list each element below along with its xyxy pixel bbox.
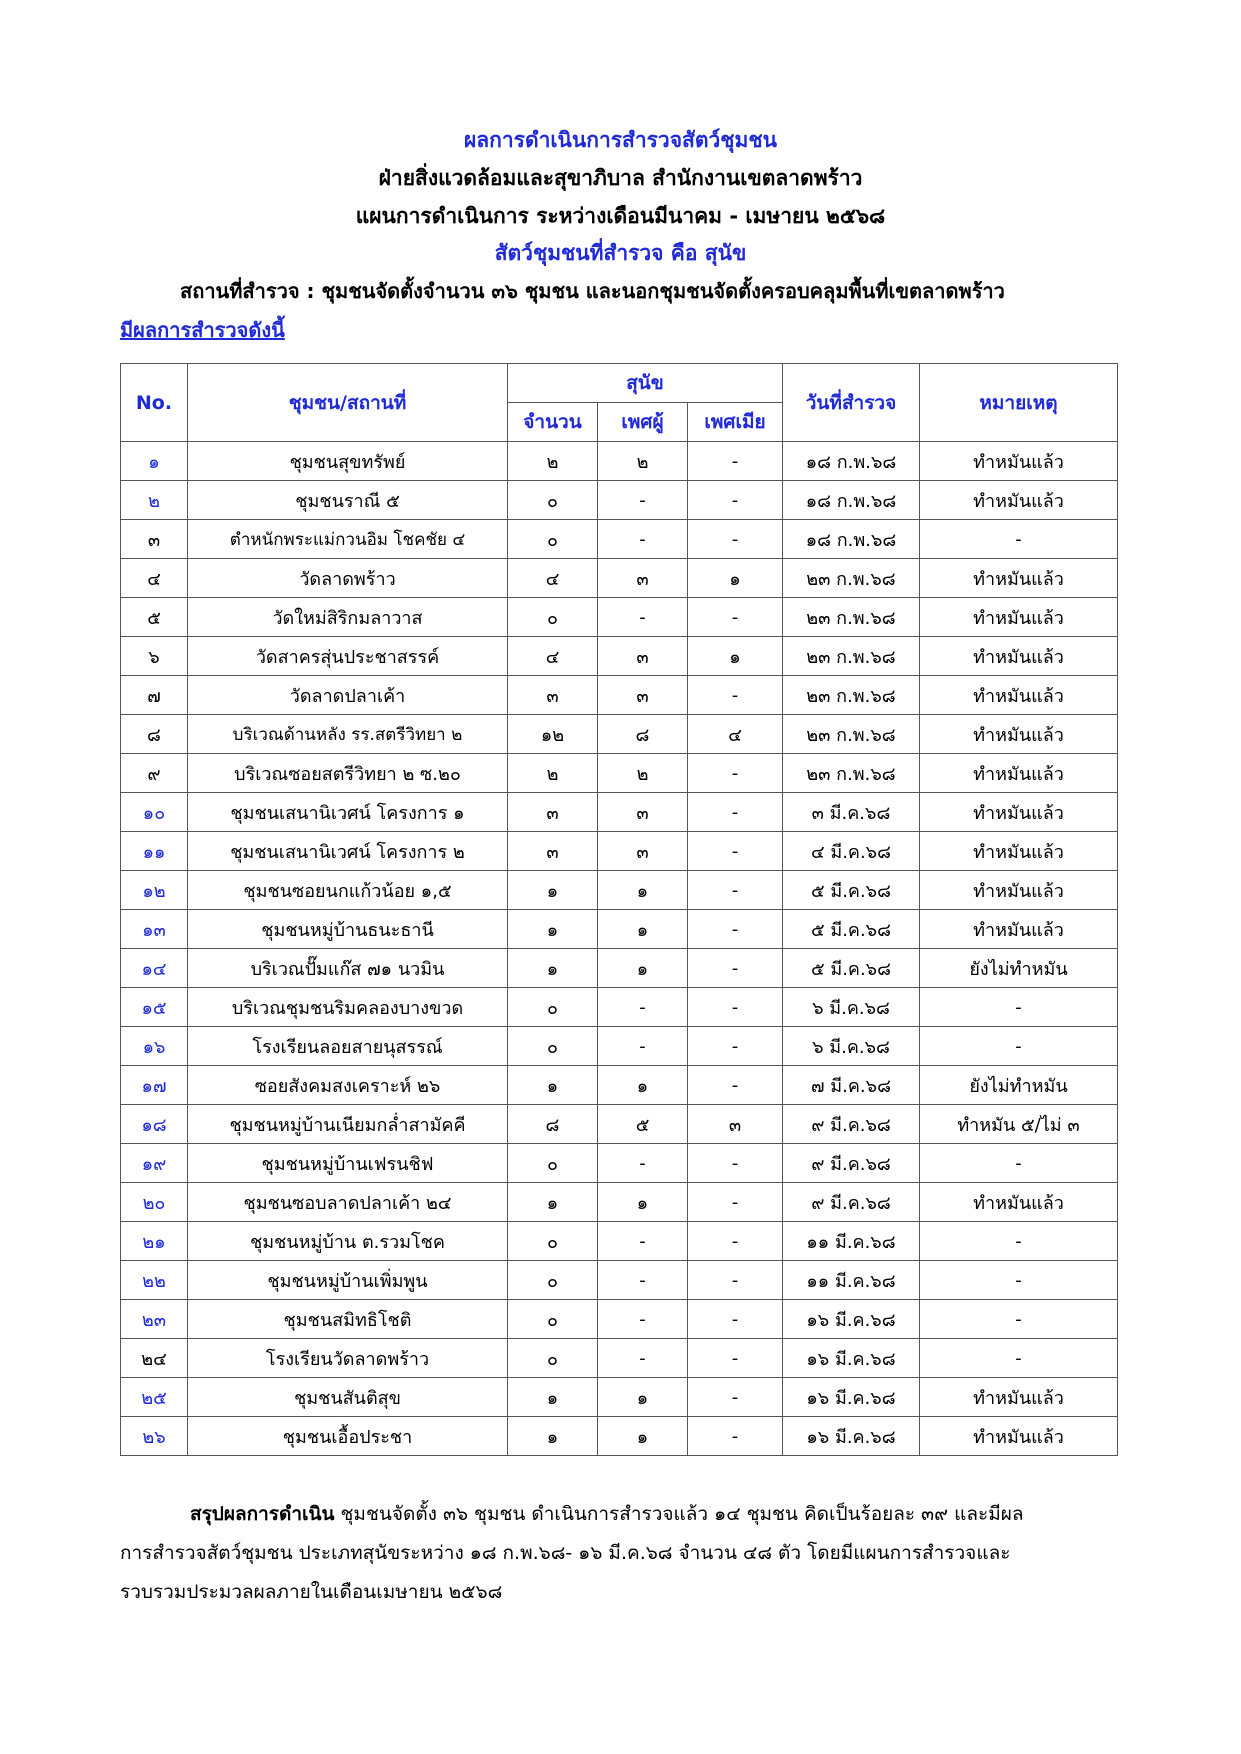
cell-no: ๔: [121, 559, 188, 598]
table-row: [121, 793, 1118, 832]
cell-female: -: [688, 1066, 783, 1105]
cell-date: ๑๖ มี.ค.๖๘: [783, 1417, 920, 1456]
cell-no: ๘: [121, 715, 188, 754]
cell-female: -: [688, 676, 783, 715]
col-header-note: หมายเหตุ: [920, 364, 1118, 442]
cell-male: ๓: [598, 832, 688, 871]
cell-place: ชุมชนหมู่บ้าน ต.รวมโชค: [188, 1222, 508, 1261]
cell-no: ๒๕: [121, 1378, 188, 1417]
table-row: [121, 1027, 1118, 1066]
cell-count: ๑: [508, 1183, 598, 1222]
cell-date: ๔ มี.ค.๖๘: [783, 832, 920, 871]
cell-place: วัดลาดปลาเค้า: [188, 676, 508, 715]
cell-no: ๗: [121, 676, 188, 715]
cell-female: -: [688, 1417, 783, 1456]
cell-place: บริเวณชุมชนริมคลองบางขวด: [188, 988, 508, 1027]
cell-note: ทำหมันแล้ว: [920, 1378, 1118, 1417]
cell-date: ๒๓ ก.พ.๖๘: [783, 754, 920, 793]
cell-female: -: [688, 1027, 783, 1066]
cell-count: ๐: [508, 598, 598, 637]
cell-count: ๐: [508, 1300, 598, 1339]
cell-no: ๒๖: [121, 1417, 188, 1456]
cell-note: -: [920, 520, 1118, 559]
cell-count: ๑: [508, 1417, 598, 1456]
table-row: [121, 715, 1118, 754]
cell-female: ๑: [688, 637, 783, 676]
cell-date: ๑๘ ก.พ.๖๘: [783, 520, 920, 559]
cell-note: ทำหมันแล้ว: [920, 832, 1118, 871]
cell-place: ตำหนักพระแม่กวนอิม โชคชัย ๔: [188, 520, 508, 559]
cell-place: ซอยสังคมสงเคราะห์ ๒๖: [188, 1066, 508, 1105]
cell-date: ๑๖ มี.ค.๖๘: [783, 1339, 920, 1378]
cell-count: ๐: [508, 481, 598, 520]
cell-male: -: [598, 1300, 688, 1339]
cell-count: ๑: [508, 1378, 598, 1417]
survey-table: [120, 363, 1118, 1456]
summary-line-1: [120, 1495, 1120, 1534]
cell-place: ชุมชนสันติสุข: [188, 1378, 508, 1417]
cell-male: -: [598, 1027, 688, 1066]
heading-department: ฝ่ายสิ่งแวดล้อมและสุขาภิบาล สำนักงานเขตลาดพร้าว: [378, 166, 863, 190]
cell-place: ชุมชนซอบลาดปลาเค้า ๒๔: [188, 1183, 508, 1222]
cell-count: ๐: [508, 1222, 598, 1261]
cell-female: -: [688, 1261, 783, 1300]
cell-date: ๙ มี.ค.๖๘: [783, 1144, 920, 1183]
cell-date: ๗ มี.ค.๖๘: [783, 1066, 920, 1105]
table-row: [121, 1144, 1118, 1183]
cell-female: -: [688, 442, 783, 481]
cell-no: ๒: [121, 481, 188, 520]
cell-place: วัดลาดพร้าว: [188, 559, 508, 598]
table-row: [121, 1378, 1118, 1417]
cell-place: บริเวณซอยสตรีวิทยา ๒ ซ.๒๐: [188, 754, 508, 793]
col-header-count: จำนวน: [508, 403, 598, 442]
cell-no: ๖: [121, 637, 188, 676]
cell-no: ๒๐: [121, 1183, 188, 1222]
cell-no: ๒๑: [121, 1222, 188, 1261]
cell-male: -: [598, 1261, 688, 1300]
cell-no: ๑๖: [121, 1027, 188, 1066]
survey-table-body: [121, 442, 1118, 1456]
cell-male: ๑: [598, 1066, 688, 1105]
table-row: [121, 1066, 1118, 1105]
cell-male: -: [598, 988, 688, 1027]
cell-count: ๐: [508, 1144, 598, 1183]
table-row: [121, 1105, 1118, 1144]
cell-place: ชุมชนสมิทธิโชติ: [188, 1300, 508, 1339]
heading-plan: แผนการดำเนินการ ระหว่างเดือนมีนาคม - เมษายน ๒๕๖๘: [355, 204, 886, 228]
cell-female: ๓: [688, 1105, 783, 1144]
cell-date: ๒๓ ก.พ.๖๘: [783, 559, 920, 598]
cell-date: ๑๖ มี.ค.๖๘: [783, 1378, 920, 1417]
cell-count: ๑: [508, 871, 598, 910]
cell-male: ๕: [598, 1105, 688, 1144]
cell-note: -: [920, 1300, 1118, 1339]
cell-place: ชุมชนหมู่บ้านเฟรนชิฟ: [188, 1144, 508, 1183]
cell-no: ๑๕: [121, 988, 188, 1027]
cell-count: ๒: [508, 754, 598, 793]
cell-no: ๑๑: [121, 832, 188, 871]
cell-female: ๑: [688, 559, 783, 598]
cell-count: ๓: [508, 676, 598, 715]
cell-female: -: [688, 1339, 783, 1378]
cell-place: วัดใหม่สิริกมลาวาส: [188, 598, 508, 637]
summary-line-2: การสำรวจสัตว์ชุมชน ประเภทสุนัขระหว่าง ๑๘ ก.พ.๖๘- ๑๖ มี.ค.๖๘ จำนวน ๔๘ ตัว โดยมีแผนการสำรวจและ: [120, 1542, 1011, 1564]
table-row: [121, 559, 1118, 598]
cell-male: ๑: [598, 871, 688, 910]
cell-no: ๑๐: [121, 793, 188, 832]
cell-no: ๒๔: [121, 1339, 188, 1378]
cell-date: ๑๑ มี.ค.๖๘: [783, 1222, 920, 1261]
col-header-female: เพศเมีย: [688, 403, 783, 442]
cell-female: -: [688, 1183, 783, 1222]
cell-female: -: [688, 949, 783, 988]
table-row: [121, 832, 1118, 871]
cell-note: -: [920, 1144, 1118, 1183]
cell-female: -: [688, 1378, 783, 1417]
cell-date: ๒๓ ก.พ.๖๘: [783, 676, 920, 715]
cell-date: ๕ มี.ค.๖๘: [783, 949, 920, 988]
cell-date: ๒๓ ก.พ.๖๘: [783, 598, 920, 637]
cell-date: ๑๑ มี.ค.๖๘: [783, 1261, 920, 1300]
cell-female: -: [688, 598, 783, 637]
summary-text-1: ชุมชนจัดตั้ง ๓๖ ชุมชน ดำเนินการสำรวจแล้ว ๑๔ ชุมชน คิดเป็นร้อยละ ๓๙ และมีผล: [334, 1503, 1024, 1525]
cell-date: ๑๖ มี.ค.๖๘: [783, 1300, 920, 1339]
cell-place: บริเวณปั๊มแก๊ส ๗๑ นวมิน: [188, 949, 508, 988]
cell-place: บริเวณด้านหลัง รร.สตรีวิทยา ๒: [188, 715, 508, 754]
cell-place: ชุมชนหมู่บ้านธนะธานี: [188, 910, 508, 949]
cell-male: -: [598, 481, 688, 520]
cell-place: ชุมชนเสนานิเวศน์ โครงการ ๒: [188, 832, 508, 871]
cell-male: -: [598, 1339, 688, 1378]
cell-note: -: [920, 1222, 1118, 1261]
cell-count: ๘: [508, 1105, 598, 1144]
cell-place: ชุมชนเอื้อประชา: [188, 1417, 508, 1456]
cell-female: -: [688, 793, 783, 832]
cell-no: ๑: [121, 442, 188, 481]
summary-label: สรุปผลการดำเนิน: [190, 1503, 335, 1525]
table-row: [121, 481, 1118, 520]
cell-female: -: [688, 871, 783, 910]
cell-note: ทำหมันแล้ว: [920, 481, 1118, 520]
cell-note: -: [920, 1261, 1118, 1300]
cell-male: ๒: [598, 442, 688, 481]
cell-place: วัดสาครสุ่นประชาสรรค์: [188, 637, 508, 676]
cell-date: ๖ มี.ค.๖๘: [783, 1027, 920, 1066]
cell-count: ๐: [508, 988, 598, 1027]
cell-male: -: [598, 598, 688, 637]
cell-date: ๒๓ ก.พ.๖๘: [783, 715, 920, 754]
table-row: [121, 1417, 1118, 1456]
table-row: [121, 754, 1118, 793]
cell-place: ชุมชนราณี ๕: [188, 481, 508, 520]
cell-date: ๙ มี.ค.๖๘: [783, 1183, 920, 1222]
cell-female: ๔: [688, 715, 783, 754]
cell-male: -: [598, 1144, 688, 1183]
cell-count: ๑: [508, 949, 598, 988]
cell-date: ๒๓ ก.พ.๖๘: [783, 637, 920, 676]
cell-female: -: [688, 754, 783, 793]
survey-location: สถานที่สำรวจ : ชุมชนจัดตั้งจำนวน ๓๖ ชุมชน และนอกชุมชนจัดตั้งครอบคลุมพื้นที่เขตลาดพร้าว: [180, 279, 1005, 303]
cell-note: -: [920, 1027, 1118, 1066]
cell-male: ๑: [598, 949, 688, 988]
cell-no: ๕: [121, 598, 188, 637]
cell-no: ๑๒: [121, 871, 188, 910]
cell-female: -: [688, 832, 783, 871]
cell-date: ๑๘ ก.พ.๖๘: [783, 442, 920, 481]
summary-line-3: รวบรวมประมวลผลภายในเดือนเมษายน ๒๕๖๘: [120, 1581, 503, 1603]
cell-female: -: [688, 1300, 783, 1339]
cell-count: ๒: [508, 442, 598, 481]
cell-count: ๑: [508, 1066, 598, 1105]
cell-note: ทำหมันแล้ว: [920, 715, 1118, 754]
cell-count: ๐: [508, 520, 598, 559]
cell-male: ๑: [598, 910, 688, 949]
cell-female: -: [688, 520, 783, 559]
cell-count: ๐: [508, 1339, 598, 1378]
cell-date: ๕ มี.ค.๖๘: [783, 871, 920, 910]
cell-male: ๒: [598, 754, 688, 793]
table-row: [121, 1300, 1118, 1339]
cell-place: ชุมชนหมู่บ้านเนียมกล่ำสามัคคี: [188, 1105, 508, 1144]
cell-male: ๓: [598, 793, 688, 832]
table-row: [121, 871, 1118, 910]
col-header-place: ชุมชน/สถานที่: [188, 364, 508, 442]
cell-count: ๐: [508, 1261, 598, 1300]
cell-no: ๒๓: [121, 1300, 188, 1339]
cell-no: ๓: [121, 520, 188, 559]
cell-note: ทำหมันแล้ว: [920, 637, 1118, 676]
cell-female: -: [688, 1222, 783, 1261]
cell-count: ๔: [508, 637, 598, 676]
cell-note: ทำหมันแล้ว: [920, 559, 1118, 598]
cell-place: ชุมชนซอยนกแก้วน้อย ๑,๕: [188, 871, 508, 910]
cell-female: -: [688, 481, 783, 520]
table-row: [121, 988, 1118, 1027]
cell-note: -: [920, 1339, 1118, 1378]
cell-male: ๑: [598, 1183, 688, 1222]
table-row: [121, 598, 1118, 637]
table-row: [121, 1339, 1118, 1378]
table-row: [121, 1183, 1118, 1222]
cell-note: ทำหมันแล้ว: [920, 598, 1118, 637]
cell-note: ทำหมันแล้ว: [920, 871, 1118, 910]
cell-place: โรงเรียนวัดลาดพร้าว: [188, 1339, 508, 1378]
cell-date: ๙ มี.ค.๖๘: [783, 1105, 920, 1144]
cell-note: ทำหมันแล้ว: [920, 910, 1118, 949]
table-row: [121, 949, 1118, 988]
cell-male: -: [598, 520, 688, 559]
cell-place: ชุมชนเสนานิเวศน์ โครงการ ๑: [188, 793, 508, 832]
cell-date: ๑๘ ก.พ.๖๘: [783, 481, 920, 520]
table-row: [121, 520, 1118, 559]
cell-note: -: [920, 988, 1118, 1027]
cell-note: ทำหมันแล้ว: [920, 1417, 1118, 1456]
cell-place: โรงเรียนลอยสายนุสรรณ์: [188, 1027, 508, 1066]
cell-male: ๓: [598, 637, 688, 676]
col-header-male: เพศผู้: [598, 403, 688, 442]
cell-no: ๑๙: [121, 1144, 188, 1183]
table-row: [121, 676, 1118, 715]
cell-note: ทำหมันแล้ว: [920, 676, 1118, 715]
cell-note: ยังไม่ทำหมัน: [920, 949, 1118, 988]
cell-male: ๑: [598, 1417, 688, 1456]
cell-note: ทำหมันแล้ว: [920, 754, 1118, 793]
cell-note: ทำหมันแล้ว: [920, 442, 1118, 481]
cell-no: ๑๔: [121, 949, 188, 988]
cell-male: ๘: [598, 715, 688, 754]
cell-female: -: [688, 1144, 783, 1183]
table-row: [121, 1261, 1118, 1300]
cell-no: ๒๒: [121, 1261, 188, 1300]
cell-date: ๓ มี.ค.๖๘: [783, 793, 920, 832]
cell-no: ๑๘: [121, 1105, 188, 1144]
cell-note: ทำหมันแล้ว: [920, 793, 1118, 832]
cell-no: ๑๗: [121, 1066, 188, 1105]
cell-count: ๐: [508, 1027, 598, 1066]
col-header-date: วันที่สำรวจ: [783, 364, 920, 442]
table-row: [121, 910, 1118, 949]
cell-count: ๓: [508, 832, 598, 871]
cell-note: ยังไม่ทำหมัน: [920, 1066, 1118, 1105]
cell-note: ทำหมัน ๕/ไม่ ๓: [920, 1105, 1118, 1144]
result-intro: มีผลการสำรวจดังนี้: [120, 318, 285, 342]
cell-count: ๓: [508, 793, 598, 832]
cell-no: ๙: [121, 754, 188, 793]
cell-note: ทำหมันแล้ว: [920, 1183, 1118, 1222]
cell-female: -: [688, 988, 783, 1027]
cell-male: ๑: [598, 1378, 688, 1417]
cell-count: ๔: [508, 559, 598, 598]
heading-title: ผลการดำเนินการสำรวจสัตว์ชุมชน: [463, 128, 777, 152]
table-row: [121, 637, 1118, 676]
cell-count: ๑๒: [508, 715, 598, 754]
cell-male: -: [598, 1222, 688, 1261]
cell-no: ๑๓: [121, 910, 188, 949]
summary-section: [120, 1495, 1120, 1612]
cell-male: ๓: [598, 559, 688, 598]
cell-male: ๓: [598, 676, 688, 715]
cell-date: ๖ มี.ค.๖๘: [783, 988, 920, 1027]
cell-place: ชุมชนหมู่บ้านเพิ่มพูน: [188, 1261, 508, 1300]
cell-female: -: [688, 910, 783, 949]
cell-place: ชุมชนสุขทรัพย์: [188, 442, 508, 481]
table-row: [121, 1222, 1118, 1261]
heading-animal: สัตว์ชุมชนที่สำรวจ คือ สุนัข: [494, 241, 747, 265]
col-header-no: No.: [121, 364, 188, 442]
col-header-dog: สุนัข: [508, 364, 783, 403]
cell-date: ๕ มี.ค.๖๘: [783, 910, 920, 949]
cell-count: ๑: [508, 910, 598, 949]
table-row: [121, 442, 1118, 481]
